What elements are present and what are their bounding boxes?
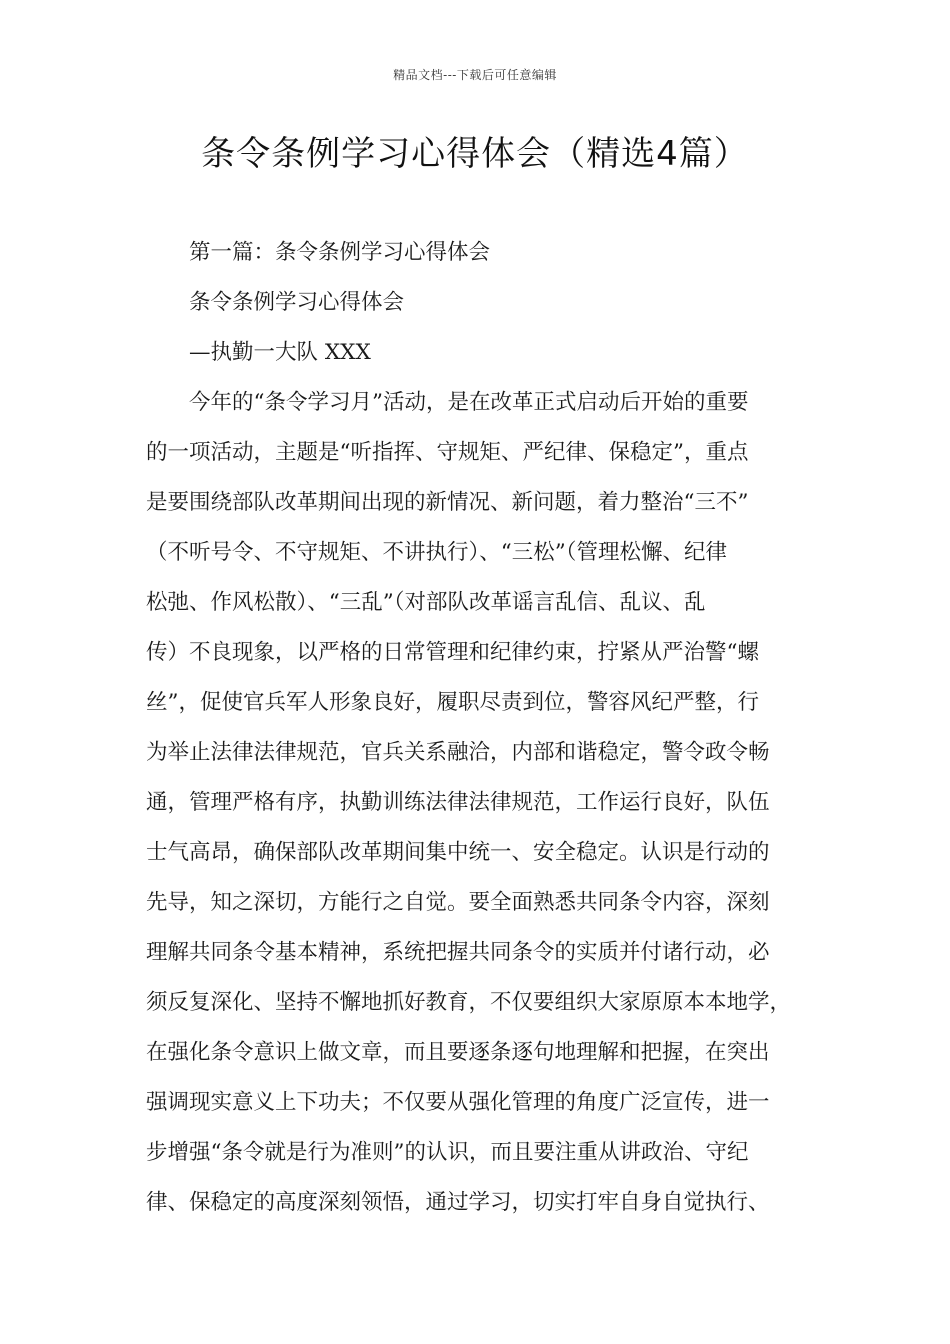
- paragraph-line: 丝”，促使官兵军人形象良好，履职尽责到位，警容风纪严整，行: [146, 690, 759, 715]
- section-heading: 第一篇：条令条例学习心得体会: [189, 240, 491, 265]
- paragraph-line: 士气高昂，确保部队改革期间集中统一、安全稳定。认识是行动的: [146, 840, 770, 865]
- article-subtitle: 条令条例学习心得体会: [189, 290, 405, 315]
- paragraph-line: 今年的“条令学习月”活动，是在改革正式启动后开始的重要: [189, 390, 749, 415]
- page-header: 精品文档---下载后可任意编辑: [393, 68, 557, 82]
- paragraph-line: 传）不良现象，以严格的日常管理和纪律约束，拧紧从严治警“螺: [146, 640, 759, 665]
- paragraph-line: 律、保稳定的高度深刻领悟，通过学习，切实打牢自身自觉执行、: [146, 1190, 770, 1215]
- paragraph-line: 在强化条令意识上做文章，而且要逐条逐句地理解和把握，在突出: [146, 1040, 770, 1065]
- document-body: [146, 228, 826, 1228]
- author-line: —执勤一大队 XXX: [189, 340, 371, 365]
- paragraph-line: 是要围绕部队改革期间出现的新情况、新问题，着力整治“三不”: [146, 490, 749, 515]
- paragraph-line: 理解共同条令基本精神，系统把握共同条令的实质并付诸行动，必: [146, 940, 770, 965]
- paragraph-line: 步增强“条令就是行为准则”的认识，而且要注重从讲政治、守纪: [146, 1140, 749, 1165]
- paragraph-line: 通，管理严格有序，执勤训练法律法律规范，工作运行良好，队伍: [146, 790, 770, 815]
- paragraph-line: 的一项活动，主题是“听指挥、守规矩、严纪律、保稳定”，重点: [146, 440, 749, 465]
- paragraph-line: 松弛、作风松散）、“三乱”（对部队改革谣言乱信、乱议、乱: [146, 590, 706, 615]
- document-title: 条令条例学习心得体会（精选4篇）: [201, 134, 749, 174]
- paragraph-line: （不听号令、不守规矩、不讲执行）、“三松”（管理松懈、纪律: [146, 540, 727, 565]
- paragraph-line: 先导，知之深切，方能行之自觉。要全面熟悉共同条令内容，深刻: [146, 890, 770, 915]
- paragraph-line: 须反复深化、坚持不懈地抓好教育，不仅要组织大家原原本本地学，: [146, 990, 792, 1015]
- paragraph-line: 为举止法律法律规范，官兵关系融洽，内部和谐稳定，警令政令畅: [146, 740, 770, 765]
- paragraph-line: 强调现实意义上下功夫；不仅要从强化管理的角度广泛宣传，进一: [146, 1090, 770, 1115]
